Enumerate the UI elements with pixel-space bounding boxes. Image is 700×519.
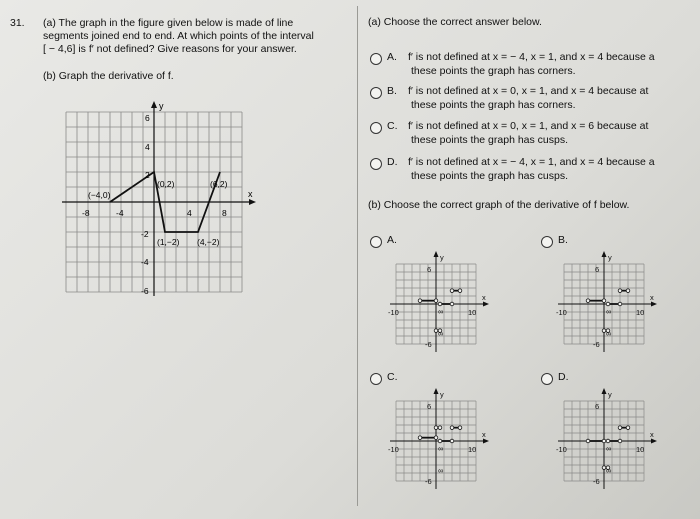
open-endpoint [618,289,622,293]
question-part-b: (b) Graph the derivative of f. [43,70,174,82]
option-c-letter: C. [387,120,398,132]
y-label: y [608,253,612,262]
open-endpoint [450,289,454,293]
open-endpoint [602,299,606,303]
option-c-text-2: these points the graph has cusps. [411,134,569,146]
x-axis-label: x [248,189,253,199]
y-label: y [440,253,444,262]
y-tick-top: 6 [595,265,600,274]
open-endpoint [418,299,422,303]
x-label: x [650,293,654,302]
graph-option-b-radio[interactable] [541,236,553,248]
x-tick-left: -10 [556,308,567,317]
x-label: x [482,293,486,302]
y-tick-neg6: -6 [141,286,149,296]
option-d-text-2: these points the graph has cusps. [411,170,569,182]
option-a-radio[interactable] [370,53,382,65]
open-endpoint [606,439,610,443]
point-label-0-2: (0,2) [157,179,175,189]
option-d-radio[interactable] [370,158,382,170]
point-label-4-neg2: (4,−2) [197,237,220,247]
option-c-text-1[interactable]: f′ is not defined at x = 0, x = 1, and x = 6 because at [408,120,649,132]
derivative-graph-a[interactable] [382,250,492,355]
point-label-6-2: (6,2) [210,179,228,189]
graph-option-c-letter: C. [387,371,398,383]
y-tick-4: 4 [145,142,150,152]
option-b-text-2: these points the graph has corners. [411,99,576,111]
x-label: x [482,430,486,439]
infinity-mark: ∞ [438,307,444,316]
option-c-radio[interactable] [370,122,382,134]
open-endpoint [586,299,590,303]
infinity-mark: ∞ [606,307,612,316]
x-tick-left: -10 [556,445,567,454]
open-endpoint [458,426,462,430]
open-endpoint [434,299,438,303]
question-number: 31. [10,17,25,29]
infinity-mark: ∞ [606,444,612,453]
option-b-radio[interactable] [370,87,382,99]
y-tick-bottom: -6 [593,340,600,349]
x-tick-left: -10 [388,308,399,317]
open-endpoint [458,289,462,293]
open-endpoint [606,302,610,306]
open-endpoint [618,439,622,443]
graph-option-a-radio[interactable] [370,236,382,248]
x-tick-right: 10 [468,308,477,317]
infinity-mark: ∞ [438,466,444,475]
y-arrow [434,388,439,394]
x-arrow [483,439,489,444]
x-tick-neg8: -8 [82,208,90,218]
x-arrow [483,302,489,307]
y-tick-6: 6 [145,113,150,123]
open-endpoint [438,302,442,306]
x-tick-right: 10 [636,308,645,317]
graph-option-d-letter: D. [558,371,569,383]
derivative-graph-b[interactable] [550,250,660,355]
y-arrow [602,388,607,394]
column-divider [357,6,358,506]
y-tick-bottom: -6 [425,477,432,486]
x-label: x [650,430,654,439]
y-label: y [440,390,444,399]
y-tick-bottom: -6 [425,340,432,349]
question-text-line-2: segments joined end to end. At which points of the interval [43,30,314,42]
x-tick-right: 10 [468,445,477,454]
y-arrow [602,251,607,257]
open-endpoint [434,436,438,440]
infinity-mark: ∞ [438,329,444,338]
option-d-text-1[interactable]: f′ is not defined at x = − 4, x = 1, and x = 4 because a [408,156,655,168]
y-tick-top: 6 [427,402,432,411]
open-endpoint [418,436,422,440]
open-endpoint [626,289,630,293]
x-tick-8: 8 [222,208,227,218]
open-endpoint [434,426,438,430]
open-endpoint [450,426,454,430]
function-graph [60,100,260,305]
option-b-letter: B. [387,85,397,97]
open-endpoint [438,426,442,430]
y-tick-neg2: -2 [141,229,149,239]
option-a-text-1[interactable]: f′ is not defined at x = − 4, x = 1, and x = 4 because a [408,51,655,63]
infinity-mark: ∞ [438,444,444,453]
question-text-line-3: [ − 4,6] is f′ not defined? Give reasons for your answer. [43,43,297,55]
y-label: y [608,390,612,399]
open-endpoint [438,439,442,443]
option-b-text-1[interactable]: f′ is not defined at x = 0, x = 1, and x = 4 because at [408,85,649,97]
y-arrow [434,251,439,257]
graph-option-a-letter: A. [387,234,397,246]
part-a-prompt: (a) Choose the correct answer below. [368,16,542,28]
x-tick-right: 10 [636,445,645,454]
x-tick-4: 4 [187,208,192,218]
graph-option-b-letter: B. [558,234,568,246]
open-endpoint [586,439,590,443]
open-endpoint [602,439,606,443]
graph-option-c-radio[interactable] [370,373,382,385]
infinity-mark: ∞ [606,329,612,338]
option-d-letter: D. [387,156,398,168]
y-tick-neg4: -4 [141,257,149,267]
question-text-line-1: (a) The graph in the figure given below is made of line [43,17,294,29]
option-a-letter: A. [387,51,397,63]
x-arrow [651,439,657,444]
open-endpoint [450,439,454,443]
y-tick-2: 2 [145,170,150,180]
open-endpoint [618,426,622,430]
x-arrow [651,302,657,307]
open-endpoint [618,302,622,306]
point-label-neg4-0: (−4,0) [88,190,111,200]
y-tick-bottom: -6 [593,477,600,486]
y-axis-label: y [159,101,164,111]
x-tick-neg4: -4 [116,208,124,218]
y-tick-top: 6 [595,402,600,411]
part-b-prompt: (b) Choose the correct graph of the derivative of f below. [368,199,630,211]
point-label-1-neg2: (1,−2) [157,237,180,247]
derivative-graph-d[interactable] [550,387,660,492]
x-tick-left: -10 [388,445,399,454]
open-endpoint [626,426,630,430]
open-endpoint [450,302,454,306]
infinity-mark: ∞ [606,466,612,475]
graph-option-d-radio[interactable] [541,373,553,385]
option-a-text-2: these points the graph has corners. [411,65,576,77]
y-tick-top: 6 [427,265,432,274]
derivative-graph-c[interactable] [382,387,492,492]
